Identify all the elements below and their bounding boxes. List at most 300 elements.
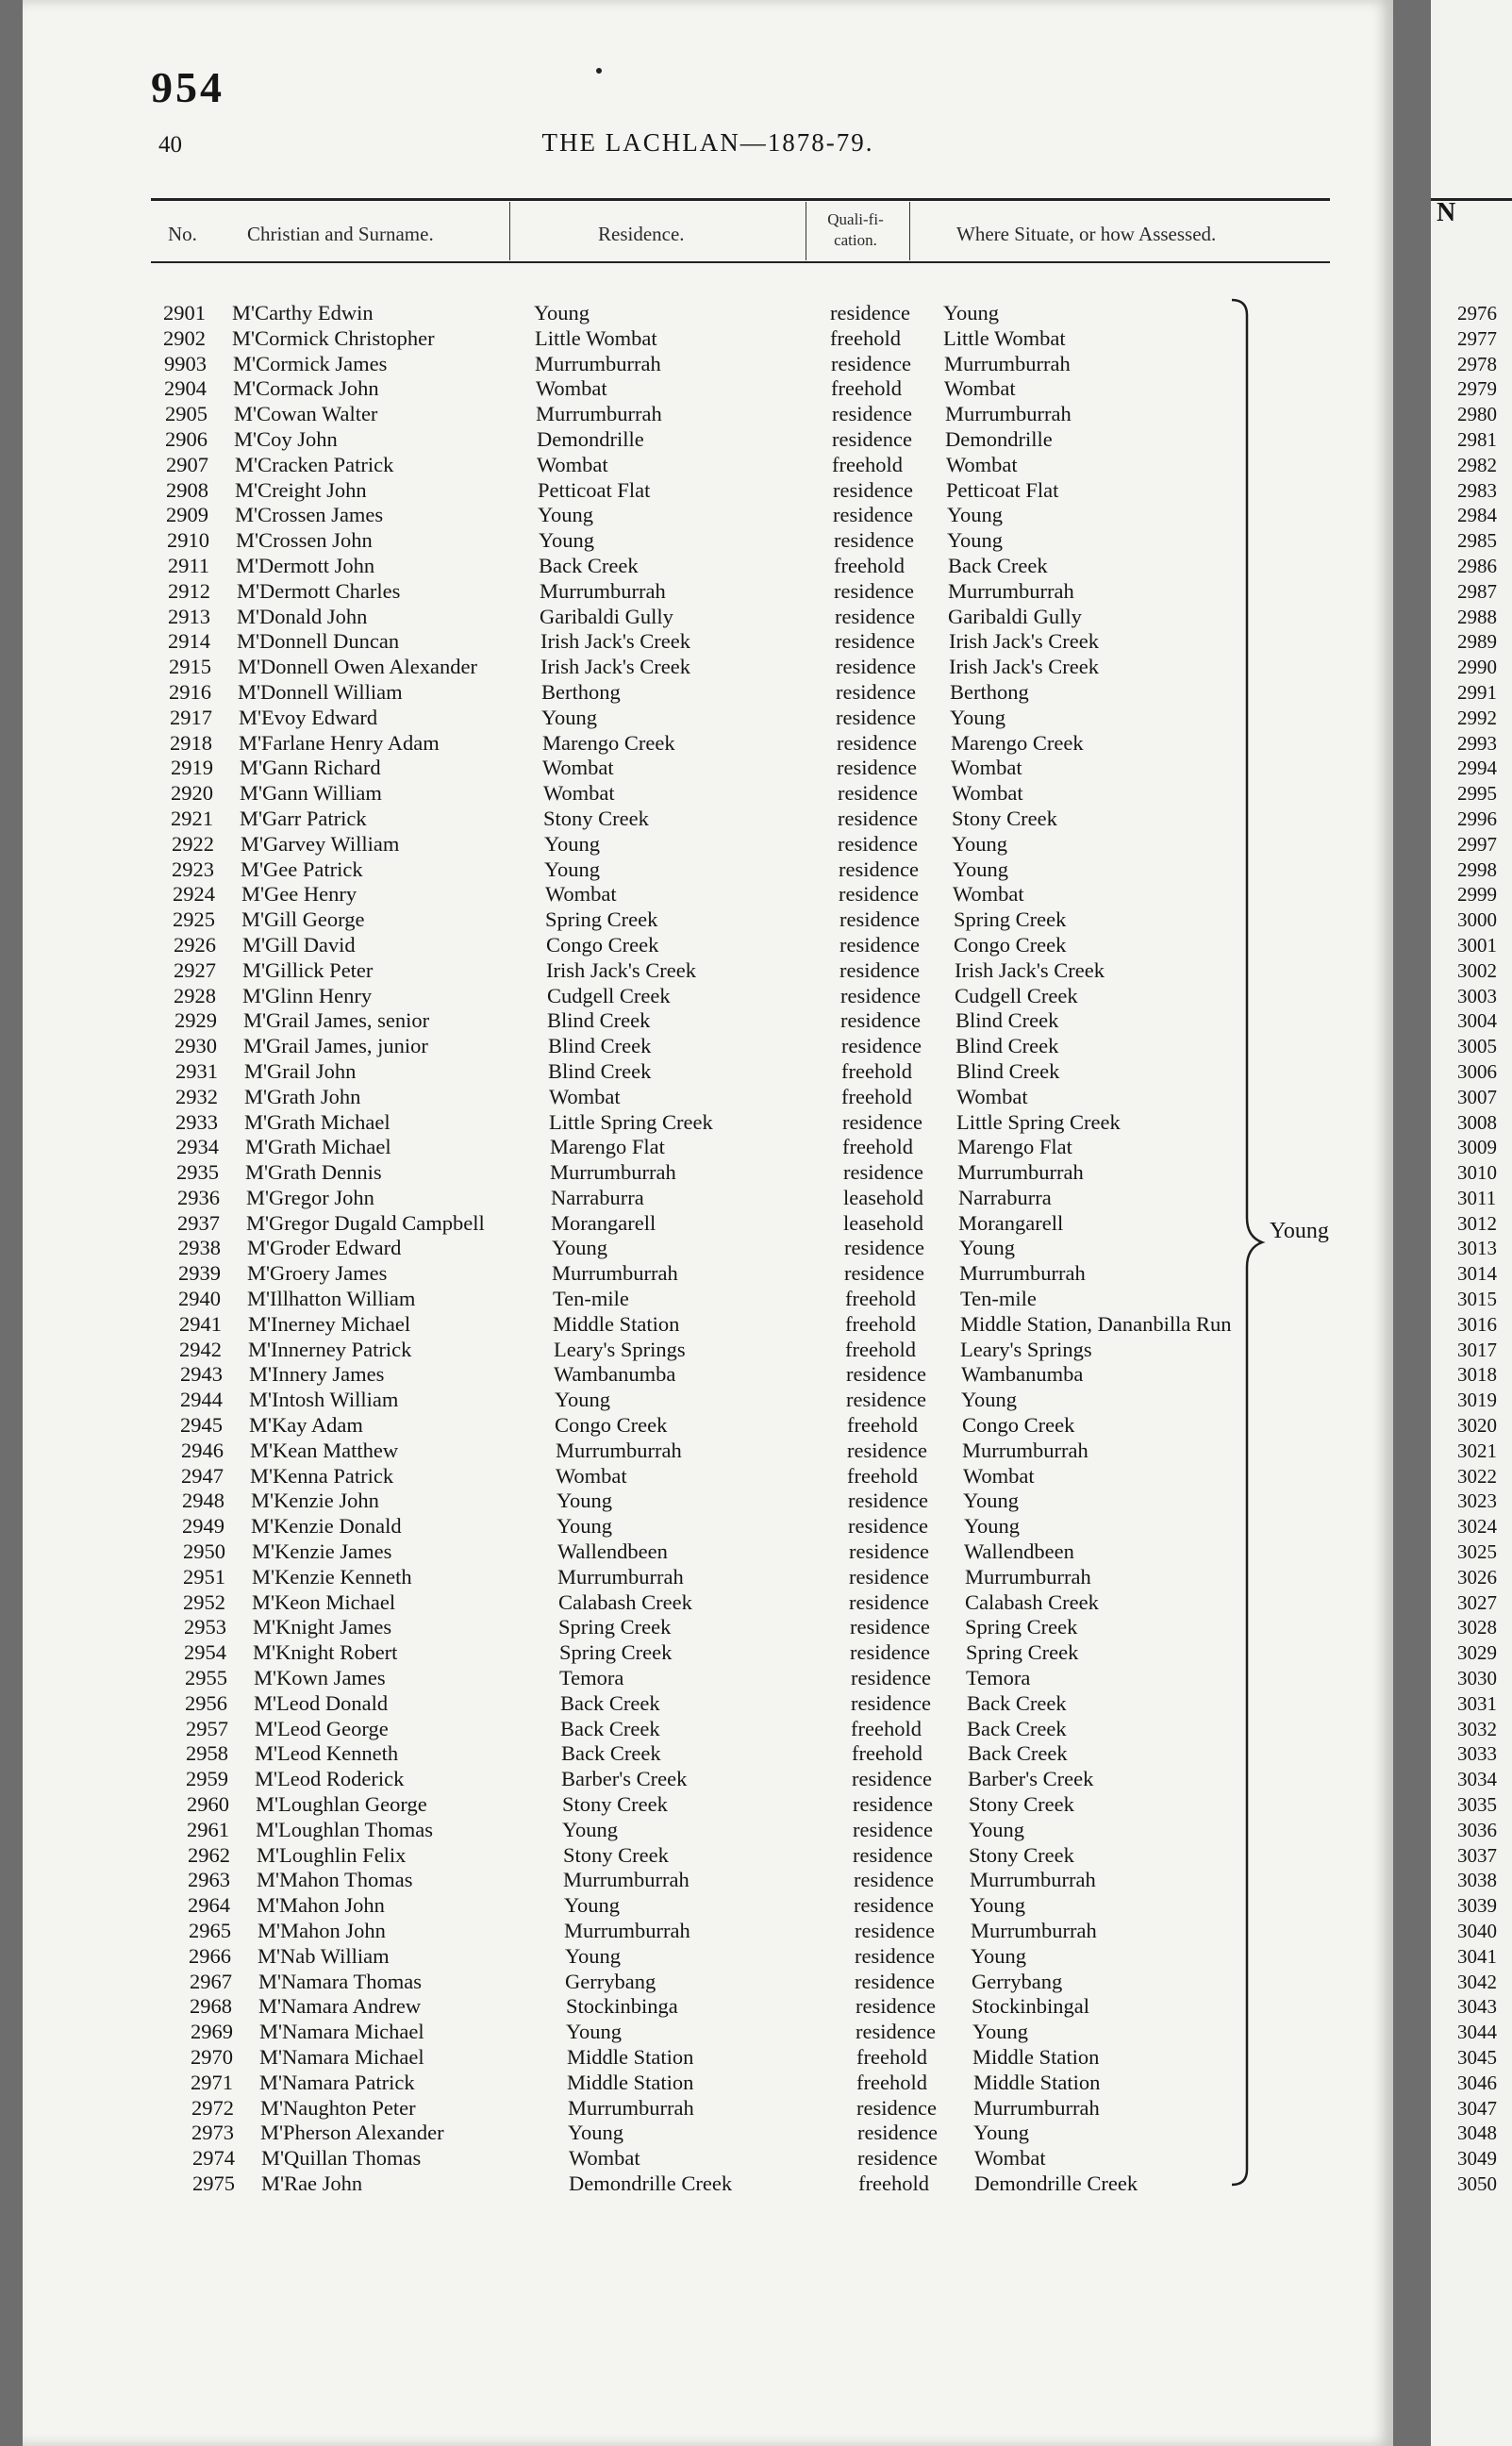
col-header-where: Where Situate, or how Assessed. — [956, 223, 1217, 245]
residence: Murrumburrah — [540, 578, 666, 603]
where-situate: Barber's Creek — [968, 1767, 1094, 1791]
page-number: 40 — [158, 132, 182, 158]
voter-name: M'Evoy Edward — [239, 705, 378, 729]
adjacent-row-number: 3019 — [1457, 1389, 1497, 1412]
where-situate: Demondrille — [945, 426, 1053, 451]
voter-name: M'Grath Dennis — [245, 1160, 382, 1185]
residence: Petticoat Flat — [538, 477, 651, 502]
qualification: freehold — [847, 1463, 918, 1488]
where-situate: Back Creek — [948, 553, 1048, 577]
row-number: 2973 — [191, 2121, 234, 2145]
table-row — [23, 1085, 1393, 1110]
residence: Little Wombat — [535, 325, 657, 350]
adjacent-row-number: 2990 — [1457, 656, 1497, 679]
voter-name: M'Inerney Michael — [248, 1311, 411, 1336]
where-situate: Stockinbingal — [972, 1994, 1089, 2019]
voter-name: M'Kenzie Kenneth — [252, 1564, 412, 1589]
residence: Blind Creek — [547, 1008, 651, 1033]
where-situate: Congo Creek — [962, 1413, 1075, 1438]
adjacent-row-number: 3041 — [1457, 1944, 1497, 1968]
table-row — [23, 1843, 1393, 1869]
row-number: 2941 — [179, 1311, 222, 1336]
residence: Morangarell — [551, 1210, 656, 1235]
table-row — [23, 427, 1393, 453]
adjacent-row-number: 3022 — [1457, 1464, 1497, 1488]
voter-name: M'Namara Michael — [259, 2020, 424, 2044]
row-number: 2964 — [188, 1893, 230, 1918]
voter-name: M'Loughlan Thomas — [256, 1817, 433, 1841]
row-number: 2926 — [174, 932, 216, 957]
row-number: 2967 — [190, 1969, 232, 1993]
where-situate: Gerrybang — [972, 1969, 1063, 1993]
voter-name: M'Leod Roderick — [255, 1767, 405, 1791]
residence: Cudgell Creek — [547, 983, 671, 1007]
residence: Wombat — [545, 882, 617, 907]
voter-name: M'Mahon John — [258, 1919, 386, 1942]
voter-name: M'Namara Thomas — [258, 1969, 422, 1993]
where-situate: Murrumburrah — [971, 1919, 1097, 1942]
adjacent-row-number: 3031 — [1457, 1691, 1497, 1715]
district-brace — [1230, 298, 1268, 2187]
residence: Narraburra — [551, 1185, 644, 1209]
adjacent-row-number: 3023 — [1457, 1489, 1497, 1513]
voter-name: M'Knight Robert — [253, 1640, 398, 1665]
where-situate: Young — [971, 1943, 1026, 1968]
where-situate: Wombat — [956, 1084, 1028, 1108]
table-row — [23, 1741, 1393, 1767]
where-situate: Murrumburrah — [945, 402, 1072, 426]
table-row — [23, 2071, 1393, 2096]
row-number: 2974 — [192, 2146, 235, 2171]
qualification: residence — [855, 1943, 935, 1968]
qualification: freehold — [845, 1311, 916, 1336]
qualification: freehold — [852, 1741, 922, 1766]
residence: Murrumburrah — [536, 402, 662, 426]
where-situate: Spring Creek — [966, 1640, 1079, 1665]
row-number: 2942 — [179, 1337, 222, 1361]
adjacent-row-number: 2983 — [1457, 478, 1497, 502]
col-header-qualification: Quali-fi-cation. — [827, 210, 884, 249]
where-situate: Young — [973, 2121, 1029, 2145]
where-situate: Wombat — [963, 1463, 1035, 1488]
voter-name: M'Quillan Thomas — [261, 2146, 422, 2171]
row-number: 2905 — [165, 402, 208, 426]
qualification: leasehold — [843, 1185, 923, 1209]
where-situate: Back Creek — [967, 1716, 1067, 1740]
adjacent-row-number: 3039 — [1457, 1894, 1497, 1918]
qualification: freehold — [858, 2171, 929, 2195]
residence: Demondrille — [537, 426, 644, 451]
adjacent-row-number: 2996 — [1457, 807, 1497, 830]
table-row — [23, 1615, 1393, 1640]
residence: Barber's Creek — [561, 1767, 688, 1791]
row-number: 2961 — [187, 1817, 229, 1841]
table-row — [23, 807, 1393, 832]
adjacent-row-number: 3003 — [1457, 984, 1497, 1007]
table-row — [23, 1868, 1393, 1893]
row-number: 2928 — [174, 983, 216, 1007]
voter-name: M'Leod Kenneth — [255, 1741, 399, 1766]
where-situate: Murrumburrah — [948, 578, 1074, 603]
where-situate: Murrumburrah — [965, 1564, 1091, 1589]
header-rule-bottom — [151, 261, 1330, 263]
row-number: 2937 — [177, 1210, 220, 1235]
adjacent-col-header: N — [1437, 198, 1456, 227]
qualification: freehold — [841, 1084, 912, 1108]
qualification: residence — [835, 604, 915, 628]
table-row — [23, 1312, 1393, 1338]
adjacent-row-number: 3047 — [1457, 2096, 1497, 2120]
where-situate: Back Creek — [967, 1690, 1067, 1715]
row-number: 2927 — [174, 957, 216, 982]
adjacent-row-number: 2982 — [1457, 453, 1497, 476]
header-rule-top — [151, 198, 1330, 201]
voter-name: M'Namara Patrick — [259, 2070, 415, 2094]
ink-speck — [596, 68, 602, 74]
residence: Temora — [559, 1666, 624, 1690]
row-number: 2950 — [183, 1539, 225, 1564]
qualification: residence — [835, 629, 915, 654]
where-situate: Wombat — [953, 882, 1024, 907]
qualification: residence — [854, 1893, 934, 1918]
qualification: residence — [840, 1008, 921, 1033]
table-row — [23, 1388, 1393, 1413]
where-situate: Blind Creek — [956, 1058, 1060, 1083]
residence: Stony Creek — [562, 1792, 668, 1817]
voter-name: M'Namara Michael — [259, 2044, 424, 2069]
residence: Young — [544, 831, 600, 856]
row-number: 2940 — [178, 1287, 221, 1311]
residence: Murrumburrah — [550, 1160, 676, 1185]
residence: Calabash Creek — [558, 1589, 692, 1614]
adjacent-number-column — [1431, 301, 1512, 2197]
where-situate: Young — [972, 2020, 1028, 2044]
adjacent-row-number: 3035 — [1457, 1793, 1497, 1817]
adjacent-row-number: 3024 — [1457, 1515, 1497, 1539]
qualification: freehold — [842, 1135, 913, 1159]
row-number: 2920 — [171, 781, 213, 806]
table-row — [23, 2096, 1393, 2122]
page-title: THE LACHLAN—1878-79. — [541, 128, 874, 157]
table-row — [23, 1893, 1393, 1919]
adjacent-row-number: 3020 — [1457, 1414, 1497, 1438]
adjacent-row-number: 2991 — [1457, 680, 1497, 704]
table-row — [23, 706, 1393, 731]
residence: Back Creek — [539, 553, 639, 577]
table-row — [23, 1944, 1393, 1970]
qualification: residence — [838, 781, 918, 806]
adjacent-row-number: 2987 — [1457, 579, 1497, 603]
table-row — [23, 1211, 1393, 1237]
row-number: 2911 — [167, 553, 209, 577]
row-number: 2953 — [184, 1615, 226, 1639]
where-situate: Young — [947, 528, 1003, 553]
qualification: residence — [832, 426, 912, 451]
where-situate: Wombat — [946, 452, 1018, 476]
qualification: leasehold — [843, 1210, 923, 1235]
row-number: 2902 — [163, 325, 206, 350]
voter-name: M'Namara Andrew — [258, 1994, 422, 2019]
where-situate: Young — [953, 857, 1008, 881]
adjacent-row-number: 2988 — [1457, 605, 1497, 628]
table-row — [23, 1994, 1393, 2020]
table-row — [23, 1565, 1393, 1590]
where-situate: Marengo Creek — [951, 730, 1084, 755]
table-row — [23, 1489, 1393, 1514]
residence: Murrumburrah — [568, 2095, 694, 2120]
adjacent-row-number: 3036 — [1457, 1818, 1497, 1841]
adjacent-row-number: 3046 — [1457, 2071, 1497, 2094]
adjacent-row-number: 2997 — [1457, 832, 1497, 856]
residence: Young — [557, 1514, 612, 1539]
voter-name: M'Grath Michael — [244, 1109, 390, 1134]
residence: Middle Station — [567, 2044, 694, 2069]
row-number: 2966 — [189, 1943, 231, 1968]
row-number: 2947 — [181, 1463, 224, 1488]
qualification: residence — [830, 301, 910, 324]
row-number: 2946 — [181, 1438, 224, 1462]
adjacent-row-number: 2978 — [1457, 352, 1497, 375]
table-row — [23, 1059, 1393, 1085]
qualification: residence — [855, 1969, 935, 1993]
where-situate: Spring Creek — [965, 1615, 1078, 1639]
where-situate: Demondrille Creek — [974, 2171, 1138, 2195]
voter-name: M'Kean Matthew — [250, 1438, 399, 1462]
voter-name: M'Leod Donald — [254, 1690, 389, 1715]
row-number: 2951 — [183, 1564, 225, 1589]
where-situate: Calabash Creek — [965, 1589, 1099, 1614]
qualification: residence — [839, 957, 920, 982]
residence: Middle Station — [553, 1311, 680, 1336]
where-situate: Back Creek — [968, 1741, 1068, 1766]
where-situate: Young — [970, 1893, 1025, 1918]
voter-name: M'Pherson Alexander — [260, 2121, 444, 2145]
adjacent-row-number: 2977 — [1457, 326, 1497, 350]
residence: Garibaldi Gully — [540, 604, 673, 628]
residence: Back Creek — [561, 1741, 661, 1766]
qualification: residence — [848, 1514, 928, 1539]
row-number: 2914 — [168, 629, 210, 654]
qualification: residence — [853, 1842, 933, 1867]
residence: Wombat — [549, 1084, 621, 1108]
residence: Spring Creek — [558, 1615, 672, 1639]
table-row — [23, 781, 1393, 807]
adjacent-row-number: 2994 — [1457, 757, 1497, 780]
qualification: residence — [833, 503, 913, 527]
qualification: residence — [847, 1438, 927, 1462]
row-number: 2955 — [185, 1666, 227, 1690]
row-number: 2921 — [171, 806, 213, 830]
where-situate: Stony Creek — [952, 806, 1057, 830]
adjacent-row-number: 3044 — [1457, 2021, 1497, 2044]
row-number: 2915 — [169, 655, 211, 679]
table-row — [23, 376, 1393, 402]
table-row — [23, 2045, 1393, 2071]
voter-name: M'Kenzie James — [252, 1539, 392, 1564]
voter-name: M'Cormick James — [233, 351, 388, 375]
adjacent-row-number: 3007 — [1457, 1085, 1497, 1108]
table-row — [23, 402, 1393, 427]
table-row — [23, 579, 1393, 605]
table-row — [23, 1261, 1393, 1287]
table-row — [23, 1439, 1393, 1464]
qualification: residence — [844, 1261, 924, 1286]
table-row — [23, 1135, 1393, 1160]
voter-name: M'Knight James — [253, 1615, 392, 1639]
qualification: freehold — [832, 452, 903, 476]
row-number: 2934 — [176, 1135, 219, 1159]
table-row — [23, 1338, 1393, 1363]
adjacent-row-number: 3028 — [1457, 1616, 1497, 1639]
residence: Back Creek — [560, 1716, 660, 1740]
where-situate: Stony Creek — [969, 1842, 1074, 1867]
where-situate: Wombat — [952, 781, 1023, 806]
row-number: 2948 — [182, 1489, 224, 1513]
where-situate: Irish Jack's Creek — [949, 655, 1100, 679]
voter-name: M'Gee Henry — [241, 882, 357, 907]
residence: Wombat — [556, 1463, 627, 1488]
table-row — [23, 680, 1393, 706]
where-situate: Berthong — [950, 679, 1029, 704]
where-situate: Young — [963, 1489, 1019, 1513]
table-row — [23, 1034, 1393, 1059]
row-number: 2975 — [192, 2171, 235, 2195]
residence: Young — [538, 503, 593, 527]
residence: Young — [566, 2020, 622, 2044]
voter-name: M'Garr Patrick — [240, 806, 367, 830]
adjacent-row-number: 2986 — [1457, 554, 1497, 577]
qualification: residence — [849, 1564, 929, 1589]
residence: Young — [565, 1943, 621, 1968]
adjacent-row-number: 3015 — [1457, 1288, 1497, 1311]
voter-name: M'Mahon John — [257, 1893, 385, 1918]
where-situate: Murrumburrah — [973, 2095, 1100, 2120]
adjacent-row-number: 3002 — [1457, 958, 1497, 982]
row-number: 2931 — [175, 1058, 218, 1083]
row-number: 2958 — [186, 1741, 228, 1766]
row-number: 2933 — [175, 1109, 218, 1134]
adjacent-row-number: 3048 — [1457, 2122, 1497, 2145]
col-header-name: Christian and Surname. — [247, 223, 434, 245]
qualification: residence — [832, 402, 912, 426]
row-number: 2944 — [180, 1388, 223, 1412]
voter-name: M'Creight John — [235, 477, 367, 502]
residence: Wombat — [569, 2146, 640, 2171]
adjacent-row-number: 2989 — [1457, 630, 1497, 654]
table-row — [23, 1590, 1393, 1616]
residence: Wambanumba — [554, 1362, 676, 1387]
qualification: freehold — [845, 1287, 916, 1311]
table-row — [23, 655, 1393, 680]
adjacent-row-number: 3005 — [1457, 1035, 1497, 1058]
where-situate: Murrumburrah — [970, 1868, 1096, 1892]
voter-name: M'Keon Michael — [252, 1589, 396, 1614]
row-number: 2908 — [166, 477, 208, 502]
table-row — [23, 2171, 1393, 2197]
where-situate: Young — [959, 1236, 1015, 1260]
row-number: 2901 — [163, 301, 206, 324]
voter-name: M'Cowan Walter — [234, 402, 378, 426]
table-row — [23, 629, 1393, 655]
adjacent-row-number: 2999 — [1457, 883, 1497, 907]
col-separator — [509, 202, 510, 260]
qualification: freehold — [856, 2044, 927, 2069]
residence: Wallendbeen — [557, 1539, 668, 1564]
adjacent-row-number: 2985 — [1457, 529, 1497, 553]
residence: Wombat — [542, 756, 614, 780]
voter-name: M'Groery James — [247, 1261, 388, 1286]
adjacent-row-number: 3030 — [1457, 1667, 1497, 1690]
qualification: residence — [854, 1868, 934, 1892]
adjacent-row-number: 3014 — [1457, 1262, 1497, 1286]
residence: Young — [552, 1236, 607, 1260]
where-situate: Middle Station — [973, 2070, 1101, 2094]
where-situate: Congo Creek — [954, 932, 1067, 957]
table-row — [23, 1362, 1393, 1388]
qualification: residence — [849, 1589, 929, 1614]
row-number: 2909 — [166, 503, 208, 527]
adjacent-row-number: 3033 — [1457, 1742, 1497, 1766]
qualification: residence — [840, 983, 921, 1007]
row-number: 2929 — [174, 1008, 217, 1033]
where-situate: Young — [969, 1817, 1024, 1841]
where-situate: Wallendbeen — [964, 1539, 1074, 1564]
residence: Stony Creek — [543, 806, 649, 830]
row-number: 2949 — [182, 1514, 224, 1539]
table-row — [23, 301, 1393, 326]
voter-name: M'Grail James, senior — [243, 1008, 430, 1033]
where-situate: Murrumburrah — [959, 1261, 1086, 1286]
row-number: 9903 — [164, 351, 207, 375]
adjacent-row-number: 3043 — [1457, 1995, 1497, 2019]
qualification: residence — [833, 477, 913, 502]
qualification: residence — [836, 679, 916, 704]
residence: Murrumburrah — [564, 1919, 690, 1942]
qualification: residence — [857, 2121, 938, 2145]
residence: Spring Creek — [559, 1640, 673, 1665]
residence: Congo Creek — [546, 932, 659, 957]
table-row — [23, 857, 1393, 883]
adjacent-row-number: 2979 — [1457, 377, 1497, 401]
qualification: residence — [848, 1489, 928, 1513]
where-situate: Wambanumba — [961, 1362, 1084, 1387]
adjacent-row-number: 3000 — [1457, 908, 1497, 932]
qualification: residence — [849, 1539, 929, 1564]
voter-name: M'Donnell William — [238, 679, 403, 704]
voter-name: M'Gann William — [240, 781, 382, 806]
table-row — [23, 453, 1393, 478]
row-number: 2925 — [173, 907, 215, 932]
residence: Gerrybang — [565, 1969, 656, 1993]
voter-name: M'Grath Michael — [245, 1135, 391, 1159]
voter-name: M'Loughlin Felix — [257, 1842, 407, 1867]
where-situate: Young — [961, 1388, 1017, 1412]
row-number: 2910 — [167, 528, 209, 553]
row-number: 2935 — [176, 1160, 219, 1185]
table-row — [23, 1919, 1393, 1944]
adjacent-row-number: 2984 — [1457, 504, 1497, 527]
residence: Murrumburrah — [557, 1564, 684, 1589]
table-row — [23, 958, 1393, 984]
adjacent-row-number: 3008 — [1457, 1110, 1497, 1134]
voter-name: M'Nab William — [258, 1943, 390, 1968]
residence: Leary's Springs — [554, 1337, 686, 1361]
where-situate: Stony Creek — [969, 1792, 1074, 1817]
row-number: 2943 — [180, 1362, 223, 1387]
row-number: 2959 — [186, 1767, 228, 1791]
where-situate: Wombat — [944, 376, 1016, 401]
residence: Murrumburrah — [535, 351, 661, 375]
